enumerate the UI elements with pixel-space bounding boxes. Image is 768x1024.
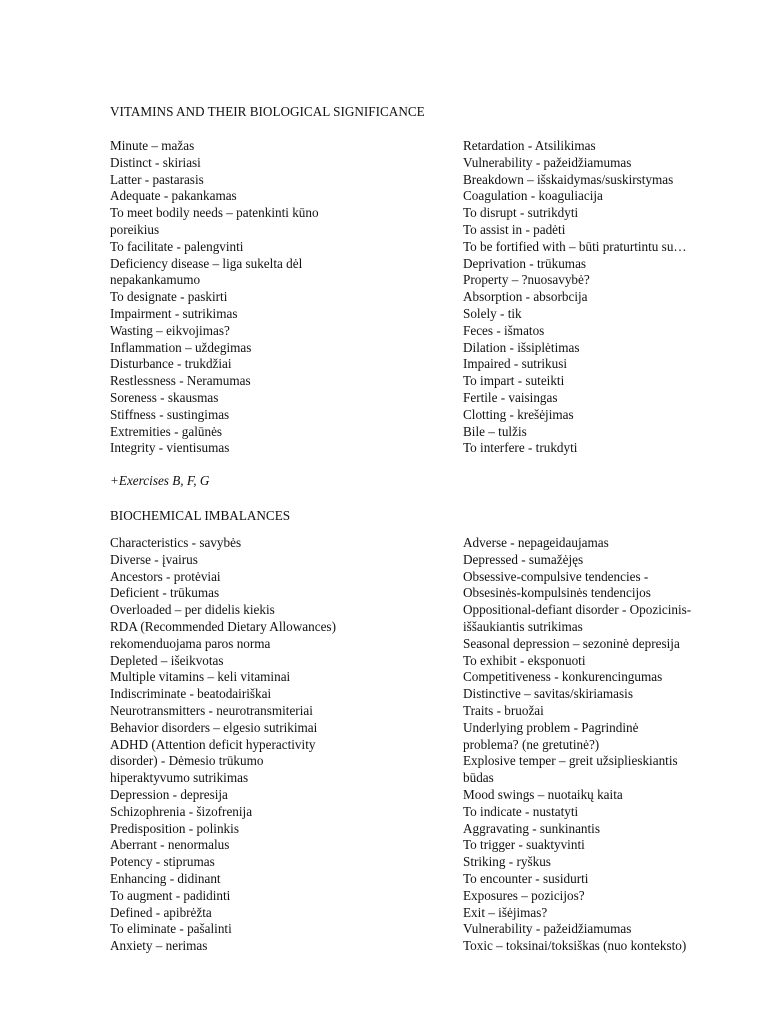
vocabulary-entry: Overloaded – per didelis kiekis <box>110 602 275 618</box>
vocabulary-entry: Potency - stiprumas <box>110 854 215 870</box>
vocabulary-entry: Vulnerability - pažeidžiamumas <box>463 921 632 937</box>
vocabulary-entry: Coagulation - koaguliacija <box>463 188 603 204</box>
vocabulary-entry: To disrupt - sutrikdyti <box>463 205 579 221</box>
vocabulary-entry: Solely - tik <box>463 305 522 321</box>
vocabulary-entry: Deprivation - trūkumas <box>463 255 587 271</box>
vocabulary-entry: Vulnerability - pažeidžiamumas <box>463 154 632 170</box>
vocabulary-entry: To facilitate - palengvinti <box>110 238 244 254</box>
vocabulary-entry: Fertile - vaisingas <box>463 389 558 405</box>
section-title-biochemical: BIOCHEMICAL IMBALANCES <box>110 508 291 523</box>
vocabulary-entry: To impart - suteikti <box>463 373 565 389</box>
vocabulary-entry: Seasonal depression – sezoninė depresija <box>463 635 680 651</box>
vocabulary-entry: Minute – mažas <box>110 138 195 153</box>
vocabulary-entry: Traits - bruožai <box>463 702 544 718</box>
vocabulary-entry: Competitiveness - konkurencingumas <box>463 669 663 685</box>
vocabulary-entry: Breakdown – išskaidymas/suskirstymas <box>463 171 674 187</box>
vocabulary-entry: Feces - išmatos <box>463 322 545 338</box>
vocabulary-entry: Aggravating - sunkinantis <box>463 820 600 836</box>
vocabulary-entry: Mood swings – nuotaikų kaita <box>463 786 623 802</box>
vocabulary-entry: Property – ?nuosavybė? <box>463 272 590 288</box>
vocabulary-entry: Depressed - sumažėjęs <box>463 551 584 567</box>
vocabulary-entry: problema? (ne gretutinė?) <box>463 736 600 752</box>
vocabulary-entry: poreikius <box>110 221 160 237</box>
vocabulary-entry: Neurotransmitters - neurotransmiteriai <box>110 702 313 718</box>
vocabulary-entry: Impairment - sutrikimas <box>110 305 238 321</box>
vocabulary-entry: Bile – tulžis <box>463 423 527 439</box>
vocabulary-entry: Distinct - skiriasi <box>110 154 201 170</box>
vocabulary-entry: Disturbance - trukdžiai <box>110 356 232 372</box>
vocabulary-entry: Adverse - nepageidaujamas <box>463 535 609 550</box>
vocabulary-entry: Anxiety – nerimas <box>110 938 208 954</box>
vocabulary-entry: Underlying problem - Pagrindinė <box>463 719 639 735</box>
vocabulary-entry: Obsesinės-kompulsinės tendencijos <box>463 585 651 601</box>
vocabulary-entry: Retardation - Atsilikimas <box>463 138 596 153</box>
vocabulary-entry: Indiscriminate - beatodairiškai <box>110 686 272 702</box>
vocabulary-entry: To meet bodily needs – patenkinti kūno <box>110 205 319 221</box>
vocabulary-entry: Predisposition - polinkis <box>110 820 239 836</box>
vocabulary-entry: Behavior disorders – elgesio sutrikimai <box>110 719 318 735</box>
vocabulary-entry: Deficient - trūkumas <box>110 585 220 601</box>
vocabulary-entry: Diverse - įvairus <box>110 551 198 567</box>
vocabulary-entry: Stiffness - sustingimas <box>110 406 230 422</box>
vocabulary-entry: Dilation - išsiplėtimas <box>463 339 580 355</box>
vocabulary-entry: būdas <box>463 770 494 786</box>
vocabulary-entry: To exhibit - eksponuoti <box>463 652 586 668</box>
vocabulary-entry: Exposures – pozicijos? <box>463 887 585 903</box>
vocabulary-entry: Striking - ryškus <box>463 854 551 870</box>
vocabulary-entry: Wasting – eikvojimas? <box>110 322 230 338</box>
vocabulary-entry: To assist in - padėti <box>463 221 566 237</box>
vocabulary-entry: Schizophrenia - šizofrenija <box>110 803 253 819</box>
vocabulary-entry: To trigger - suaktyvinti <box>463 837 585 853</box>
vocabulary-entry: ADHD (Attention deficit hyperactivity <box>110 736 316 752</box>
vocabulary-entry: Defined - apibrėžta <box>110 904 212 920</box>
vocabulary-entry: Inflammation – uždegimas <box>110 339 252 355</box>
vocabulary-entry: To be fortified with – būti praturtintu su… <box>463 238 687 254</box>
vocabulary-entry: Soreness - skausmas <box>110 389 219 405</box>
vocabulary-entry: To indicate - nustatyti <box>463 803 579 819</box>
vocabulary-entry: Integrity - vientisumas <box>110 440 230 456</box>
vocabulary-entry: Enhancing - didinant <box>110 870 221 886</box>
vocabulary-entry: Obsessive-compulsive tendencies - <box>463 568 649 584</box>
biochemical-terms-right-column <box>463 535 743 955</box>
vocabulary-entry: iššaukiantis sutrikimas <box>463 618 583 634</box>
vocabulary-entry: disorder) - Dėmesio trūkumo <box>110 753 264 769</box>
vocabulary-entry: Deficiency disease – liga sukelta dėl <box>110 255 303 271</box>
vocabulary-entry: Characteristics - savybės <box>110 535 242 550</box>
section-title-vitamins: VITAMINS AND THEIR BIOLOGICAL SIGNIFICANCE <box>110 104 425 119</box>
vocabulary-entry: To eliminate - pašalinti <box>110 921 232 937</box>
vocabulary-entry: Aberrant - nenormalus <box>110 837 230 853</box>
exercises-note: +Exercises B, F, G <box>110 473 210 488</box>
vocabulary-entry: nepakankamumo <box>110 272 201 288</box>
vocabulary-entry: To augment - padidinti <box>110 887 231 903</box>
biochemical-terms-left-column <box>110 535 450 955</box>
vocabulary-entry: Restlessness - Neramumas <box>110 373 251 389</box>
vocabulary-entry: Absorption - absorbcija <box>463 289 588 305</box>
vocabulary-entry: Latter - pastarasis <box>110 171 204 187</box>
vocabulary-entry: Depleted – išeikvotas <box>110 652 224 668</box>
vocabulary-entry: To designate - paskirti <box>110 289 228 305</box>
vocabulary-entry: Ancestors - protėviai <box>110 568 221 584</box>
vocabulary-entry: Depression - depresija <box>110 786 228 802</box>
vocabulary-entry: Distinctive – savitas/skiriamasis <box>463 686 633 702</box>
vocabulary-entry: Clotting - krešėjimas <box>463 406 574 422</box>
vocabulary-entry: Toxic – toksinai/toksiškas (nuo konteksto) <box>463 938 687 954</box>
vitamins-terms-right-column <box>463 138 733 457</box>
vocabulary-entry: RDA (Recommended Dietary Allowances) <box>110 618 336 634</box>
vocabulary-entry: Extremities - galūnės <box>110 423 223 439</box>
vocabulary-entry: To interfere - trukdyti <box>463 440 578 456</box>
vocabulary-entry: Explosive temper – greit užsiplieskiantis <box>463 753 678 769</box>
vocabulary-entry: Oppositional-defiant disorder - Opozicinis- <box>463 602 692 618</box>
vocabulary-entry: Multiple vitamins – keli vitaminai <box>110 669 291 685</box>
vitamins-terms-left-column <box>110 138 450 457</box>
vocabulary-entry: rekomenduojama paros norma <box>110 635 271 651</box>
vocabulary-entry: hiperaktyvumo sutrikimas <box>110 770 249 786</box>
vocabulary-entry: Exit – išėjimas? <box>463 904 548 920</box>
vocabulary-entry: Impaired - sutrikusi <box>463 356 568 372</box>
vocabulary-entry: Adequate - pakankamas <box>110 188 237 204</box>
vocabulary-entry: To encounter - susidurti <box>463 870 589 886</box>
